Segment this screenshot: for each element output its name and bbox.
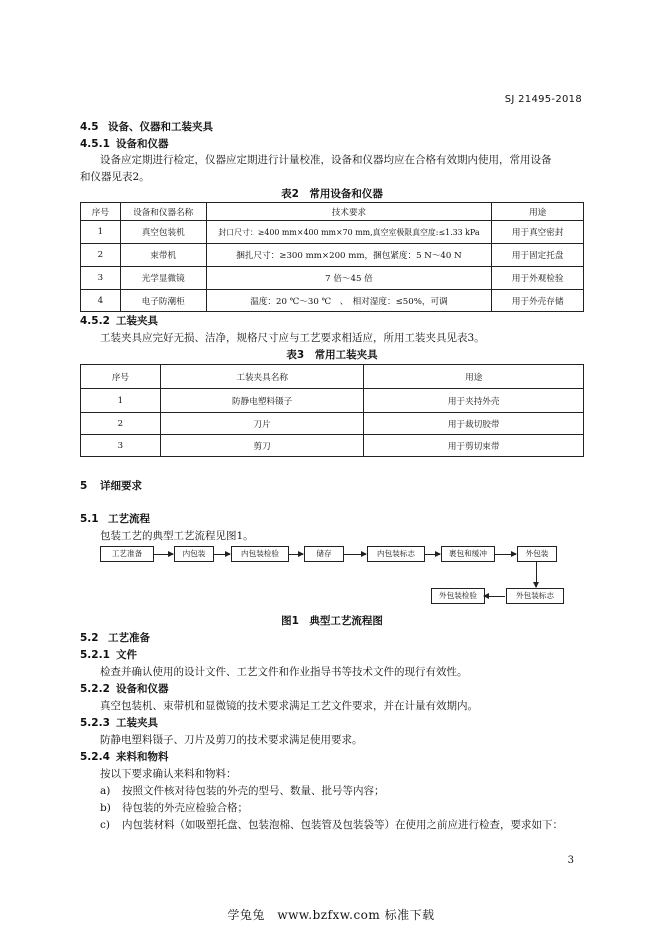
cell: 防静电塑料镊子 bbox=[160, 389, 364, 413]
cell: 捆扎尺寸：≥300 mm×200 mm，捆包紧度：5 N～40 N bbox=[206, 244, 492, 267]
section-title: 来料和物料 bbox=[116, 751, 169, 763]
section-4-5-1-heading bbox=[80, 136, 169, 151]
list-item-text: 按照文件核对待包装的外壳的型号、数量、批号等内容； bbox=[122, 785, 385, 797]
section-number: 5.1 bbox=[80, 513, 99, 525]
cell: 用于外壳存储 bbox=[492, 290, 584, 312]
section-title: 文件 bbox=[116, 649, 137, 661]
list-item bbox=[100, 817, 563, 832]
cell: 用于夹持外壳 bbox=[364, 389, 584, 413]
page-number: 3 bbox=[567, 855, 574, 866]
flow-box-outer-inspect: 外包装检验 bbox=[431, 588, 485, 604]
header-cell: 技术要求 bbox=[206, 203, 492, 221]
section-number: 5.2.4 bbox=[80, 751, 110, 763]
table-row bbox=[81, 413, 584, 435]
section-title: 工装夹具 bbox=[116, 717, 158, 729]
cell: 2 bbox=[81, 413, 161, 435]
list-item-label: a) bbox=[100, 785, 111, 797]
table-row bbox=[81, 389, 584, 413]
list-item-label: c) bbox=[100, 819, 110, 831]
cell: 刀片 bbox=[160, 413, 364, 435]
standard-number: SJ 21495-2018 bbox=[504, 94, 582, 105]
flow-arrow bbox=[288, 554, 303, 555]
cell: 用于剪切束带 bbox=[364, 435, 584, 457]
table-header-row bbox=[81, 203, 584, 221]
section-title: 设备、仪器和工装夹具 bbox=[108, 121, 213, 133]
section-title: 工艺准备 bbox=[108, 632, 150, 644]
cell: 3 bbox=[81, 435, 161, 457]
flow-arrow bbox=[343, 554, 366, 555]
section-title: 设备和仪器 bbox=[116, 683, 169, 695]
header-cell: 用途 bbox=[492, 203, 584, 221]
flow-box-inner-pack: 内包装 bbox=[174, 546, 214, 562]
flow-box-storage: 储存 bbox=[304, 546, 344, 562]
cell: 用于固定托盘 bbox=[492, 244, 584, 267]
table-row bbox=[81, 244, 584, 267]
section-5-2-2-heading bbox=[80, 681, 169, 696]
section-number: 5.2.2 bbox=[80, 683, 110, 695]
table-row bbox=[81, 290, 584, 312]
section-number: 4.5 bbox=[80, 121, 99, 133]
flow-box-inner-mark: 内包装标志 bbox=[367, 546, 425, 562]
cell: 用于真空密封 bbox=[492, 221, 584, 244]
flow-arrow bbox=[484, 596, 505, 597]
table-row bbox=[81, 221, 584, 244]
section-5-2-heading bbox=[80, 630, 150, 645]
section-number: 5.2.1 bbox=[80, 649, 110, 661]
cell: 剪刀 bbox=[160, 435, 364, 457]
section-title: 详细要求 bbox=[100, 480, 142, 492]
list-item bbox=[100, 783, 385, 798]
paragraph: 和仪器见表2。 bbox=[80, 171, 150, 183]
paragraph: 工装夹具应完好无损、洁净，规格尺寸应与工艺要求相适应，所用工装夹具见表3。 bbox=[100, 332, 485, 344]
watermark-footer: 学兔兔 www.bzfxw.com 标准下载 bbox=[227, 908, 435, 922]
header-cell: 设备和仪器名称 bbox=[120, 203, 206, 221]
header-cell: 工装夹具名称 bbox=[160, 365, 364, 389]
cell: 温度：20 ℃～30 ℃ 、 相对湿度：≤50%，可调 bbox=[206, 290, 492, 312]
section-number: 5.2.3 bbox=[80, 717, 110, 729]
paragraph: 真空包装机、束带机和显微镜的技术要求满足工艺文件要求，并在计量有效期内。 bbox=[100, 700, 478, 712]
section-number: 4.5.1 bbox=[80, 138, 110, 150]
cell: 束带机 bbox=[120, 244, 206, 267]
flow-arrow bbox=[494, 554, 516, 555]
table-row bbox=[81, 435, 584, 457]
cell: 用于裁切胶带 bbox=[364, 413, 584, 435]
flow-box-process-prep: 工艺准备 bbox=[100, 546, 154, 562]
list-item-text: 待包装的外壳应检验合格； bbox=[122, 802, 248, 814]
section-5-heading bbox=[80, 478, 142, 493]
figure-1-caption: 图1 典型工艺流程图 bbox=[281, 615, 383, 627]
cell: 2 bbox=[81, 244, 121, 267]
section-number: 5.2 bbox=[80, 632, 99, 644]
section-title: 工装夹具 bbox=[116, 315, 158, 327]
flow-arrow bbox=[536, 562, 537, 587]
cell: 用于外观检验 bbox=[492, 267, 584, 290]
list-item-text: 内包装材料（如吸塑托盘、包装泡棉、包装管及包装袋等）在使用之前应进行检查，要求如下： bbox=[122, 819, 563, 831]
flow-box-inner-inspect: 内包装检验 bbox=[231, 546, 289, 562]
header-cell: 序号 bbox=[81, 365, 161, 389]
table-header-row bbox=[81, 365, 584, 389]
table-3 bbox=[80, 364, 584, 457]
table-row bbox=[81, 267, 584, 290]
paragraph: 按以下要求确认来料和物料： bbox=[100, 768, 237, 780]
cell: 1 bbox=[81, 389, 161, 413]
section-title: 工艺流程 bbox=[108, 513, 150, 525]
section-5-2-3-heading bbox=[80, 715, 158, 730]
paragraph: 设备应定期进行检定，仪器应定期进行计量校准，设备和仪器均应在合格有效期内使用，常用设备 bbox=[100, 154, 552, 166]
table-2 bbox=[80, 202, 584, 312]
section-title: 设备和仪器 bbox=[116, 138, 169, 150]
cell: 封口尺寸：≥400 mm×400 mm×70 mm,真空室极限真空度:≤1.33 kPa bbox=[206, 221, 492, 244]
table-3-caption: 表3 常用工装夹具 bbox=[286, 349, 378, 361]
section-5-2-4-heading bbox=[80, 749, 169, 764]
paragraph: 防静电塑料镊子、刀片及剪刀的技术要求满足使用要求。 bbox=[100, 734, 363, 746]
section-4-5-2-heading bbox=[80, 313, 158, 328]
flow-box-outer-pack: 外包装 bbox=[517, 546, 557, 562]
list-item bbox=[100, 800, 248, 815]
cell: 3 bbox=[81, 267, 121, 290]
section-number: 4.5.2 bbox=[80, 315, 110, 327]
flow-arrow bbox=[153, 554, 173, 555]
flow-box-wrap-cushion: 裹包和缓冲 bbox=[441, 546, 495, 562]
header-cell: 序号 bbox=[81, 203, 121, 221]
section-number: 5 bbox=[80, 480, 88, 492]
flow-box-outer-mark: 外包装标志 bbox=[506, 588, 564, 604]
section-5-1-heading bbox=[80, 511, 150, 526]
section-5-2-1-heading bbox=[80, 647, 137, 662]
cell: 7 倍～45 倍 bbox=[206, 267, 492, 290]
paragraph: 包装工艺的典型工艺流程见图1。 bbox=[100, 530, 254, 542]
table-2-caption: 表2 常用设备和仪器 bbox=[281, 188, 383, 200]
cell: 电子防潮柜 bbox=[120, 290, 206, 312]
cell: 1 bbox=[81, 221, 121, 244]
paragraph: 检查并确认使用的设计文件、工艺文件和作业指导书等技术文件的现行有效性。 bbox=[100, 666, 468, 678]
cell: 真空包装机 bbox=[120, 221, 206, 244]
flow-arrow bbox=[213, 554, 230, 555]
cell: 光学显微镜 bbox=[120, 267, 206, 290]
flow-arrow bbox=[424, 554, 440, 555]
section-4-5-heading bbox=[80, 119, 213, 134]
cell: 4 bbox=[81, 290, 121, 312]
header-cell: 用途 bbox=[364, 365, 584, 389]
list-item-label: b) bbox=[100, 802, 111, 814]
